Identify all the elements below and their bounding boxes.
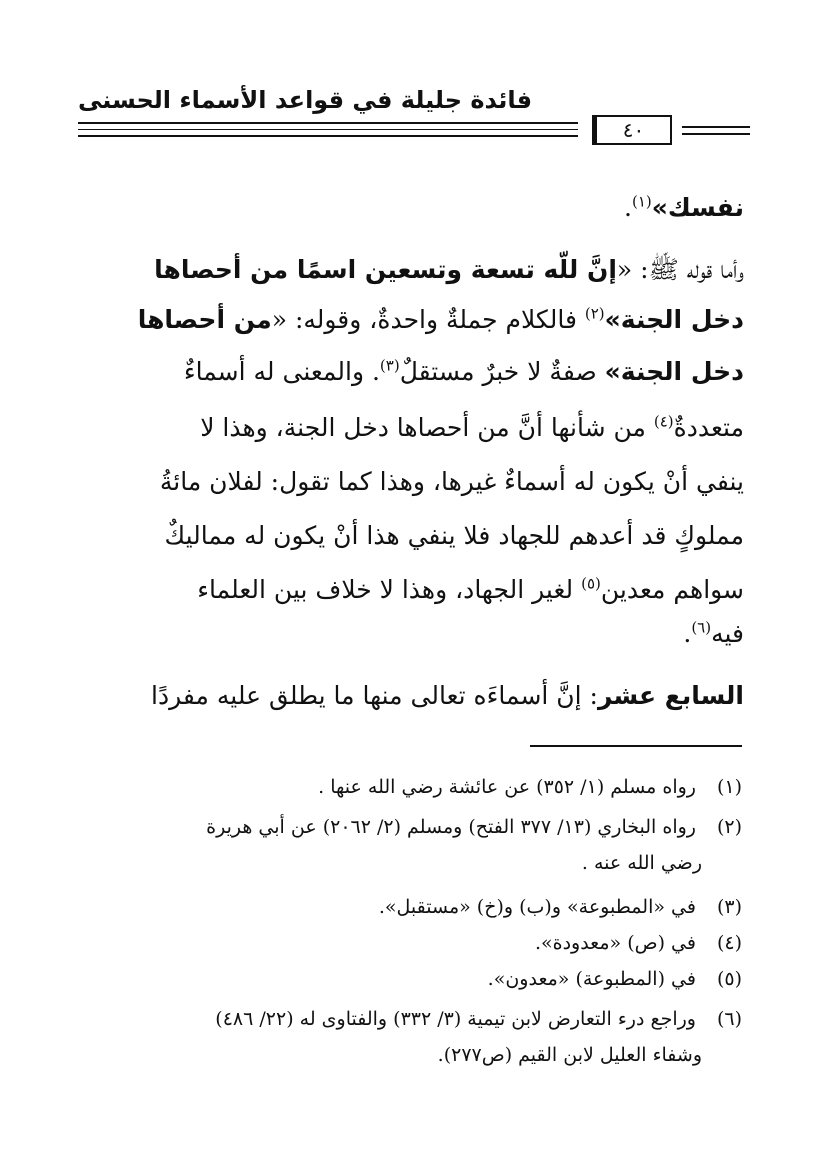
text-line-2: وأما قوله ﷺ: «إنَّ للّه تسعة وتسعين اسمًا من أحصاها: [154, 255, 744, 284]
footnote-2: (٢) رواه البخاري (١٣/ ٣٧٧ الفتح) ومسلم (٢/ ٢٠٦٢) عن أبي هريرة: [206, 816, 742, 838]
running-title: فائدة جليلة في قواعد الأسماء الحسنى: [78, 86, 533, 114]
text-line-10: السابع عشر: إنَّ أسماءَه تعالى منها ما يطلق عليه مفردًا: [151, 681, 744, 710]
footnote-2-continuation: رضي الله عنه .: [581, 852, 702, 874]
footnote-separator: [530, 745, 742, 747]
footnote-6-continuation: وشفاء العليل لابن القيم (ص٢٧٧).: [437, 1044, 702, 1066]
header-rule-bottom: [78, 135, 578, 137]
text-line-7: مملوكٍ قد أعدهم للجهاد فلا ينفي هذا أنْ يكون له مماليكٌ: [164, 521, 744, 550]
text-line-6: ينفي أنْ يكون له أسماءٌ غيرها، وهذا كما تقول: لفلان مائةُ: [159, 467, 744, 496]
header-rule-mid: [78, 129, 578, 130]
footnote-5: (٥) في (المطبوعة) «معدون».: [487, 968, 742, 990]
footnote-1: (١) رواه مسلم (١/ ٣٥٢) عن عائشة رضي الله عنها .: [318, 776, 742, 798]
footnote-4: (٤) في (ص) «معدودة».: [534, 932, 742, 954]
header-rule-top: [78, 122, 578, 124]
text-line-9: فيه$^{(٦)}$.: [683, 618, 744, 648]
text-line-1: نفسك»$^{(١)}$.: [624, 192, 744, 222]
text-line-8: سواهم معدين$^{(٥)}$ لغير الجهاد، وهذا لا خلاف بين العلماء: [197, 574, 744, 604]
text-line-3: دخل الجنة»$^{(٢)}$ فالكلام جملةٌ واحدةٌ، وقوله: «من أحصاها: [137, 304, 744, 334]
text-line-5: متعددةٌ$^{(٤)}$ من شأنها أنَّ من أحصاها دخل الجنة، وهذا لا: [200, 412, 744, 442]
page-number: ٤٠: [592, 115, 672, 145]
header-rule-right-bottom: [682, 133, 750, 135]
footnote-6: (٦) وراجع درء التعارض لابن تيمية (٣/ ٣٣٢) والفتاوى له (٢٢/ ٤٨٦): [215, 1008, 742, 1030]
page-header: [78, 82, 750, 152]
text-line-4: دخل الجنة» صفةٌ لا خبرٌ مستقلٌ$^{(٣)}$. والمعنى له أسماءٌ: [183, 356, 744, 386]
header-rule-right-top: [682, 126, 750, 128]
footnote-3: (٣) في «المطبوعة» و(ب) و(خ) «مستقبل».: [378, 896, 742, 918]
